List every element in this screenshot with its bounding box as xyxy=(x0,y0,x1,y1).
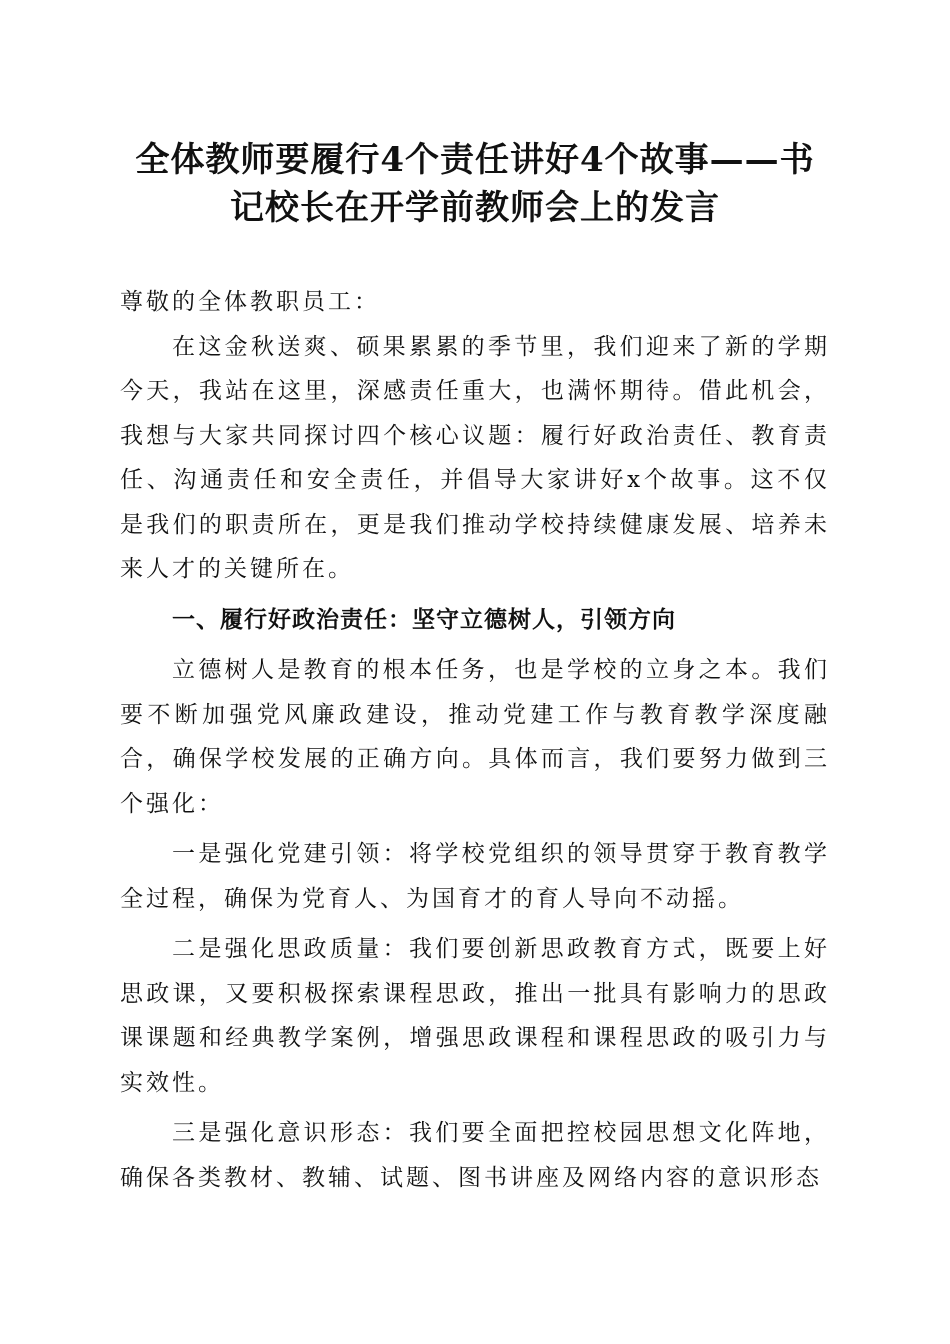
section-1-paragraph-1: 立德树人是教育的根本任务，也是学校的立身之本。我们要不断加强党风廉政建设，推动党建工作与教育教学深度融合，确保学校发展的正确方向。具体而言，我们要努力做到三个强化： xyxy=(120,657,830,817)
section-1-paragraph-3: 二是强化思政质量：我们要创新思政教育方式，既要上好思政课，又要积极探索课程思政，推出一批具有影响力的思政课课题和经典教学案例，增强思政课程和课程思政的吸引力与实效性。 xyxy=(120,936,830,1096)
title-line-1: 全体教师要履行4个责任讲好4个故事——书 xyxy=(135,140,815,180)
section-1-paragraph-4: 三是强化意识形态：我们要全面把控校园思想文化阵地，确保各类教材、教辅、试题、图书讲座及网络内容的意识形态 xyxy=(120,1120,830,1191)
title-line-2: 记校长在开学前教师会上的发言 xyxy=(230,188,720,228)
document-body xyxy=(120,280,830,1200)
section-1-paragraph-2: 一是强化党建引领：将学校党组织的领导贯穿于教育教学全过程，确保为党育人、为国育才的育人导向不动摇。 xyxy=(120,841,830,912)
document-title xyxy=(110,136,840,232)
section-1-heading: 一、履行好政治责任：坚守立德树人，引领方向 xyxy=(172,606,676,633)
intro-paragraph: 在这金秋送爽、硕果累累的季节里，我们迎来了新的学期今天，我站在这里，深感责任重大，也满怀期待。借此机会，我想与大家共同探讨四个核心议题：履行好政治责任、教育责任、沟通责任和安全责任，并倡导大家讲好x个故事。这不仅是我们的职责所在，更是我们推动学校持续健康发展、培养未来人才的关键所在。 xyxy=(120,333,830,582)
salutation: 尊敬的全体教职员工： xyxy=(120,289,380,315)
